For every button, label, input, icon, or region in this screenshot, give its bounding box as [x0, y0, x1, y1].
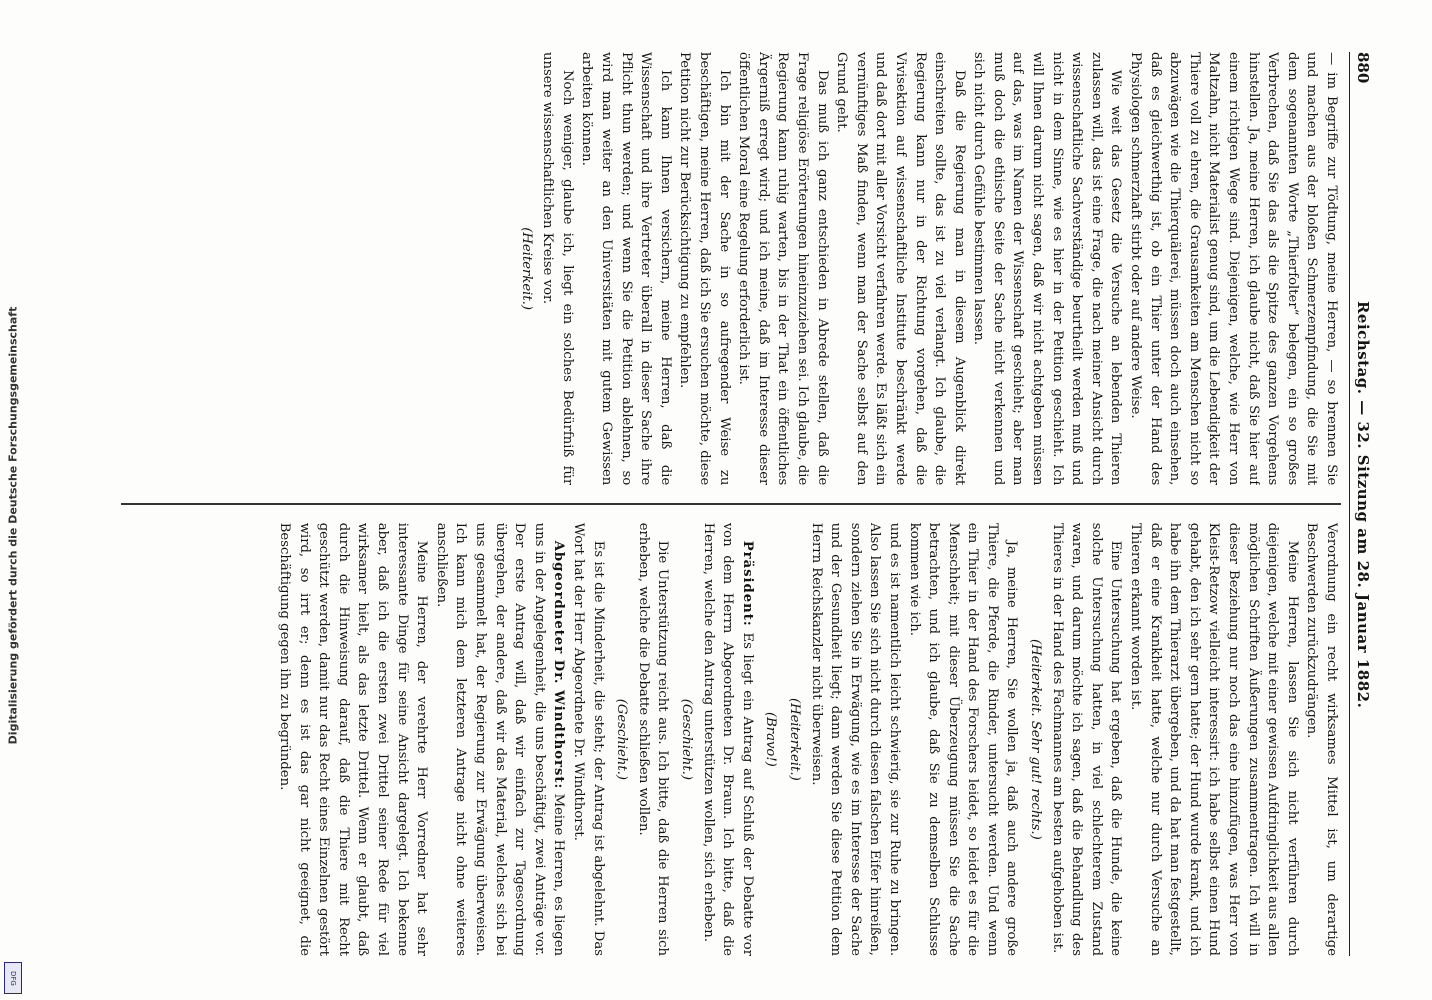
- credit-text: Digitalisierung gefördert durch die Deutsche Forschungsgemeinschaft: [6, 306, 20, 744]
- stage-remark: (Heiterkeit.): [518, 227, 534, 311]
- paragraph: Ja, meine Herren, Sie wollen ja, daß auch andere große Thiere, die Pferde, die Rinder, untersucht werden. Und wenn ein Thier in der Hand des Forschers leidet, so leidet es für die Menschheit; mit dieser Überzeugung müssen Sie die Sache betrachten, und ich glaube, daß Sie zu demselben Schlusse kommen wie ich.: [906, 522, 1020, 957]
- speaker-name: Präsident:: [739, 540, 755, 627]
- paragraph: Ich kann Ihnen versichern, meine Herren, daß die Wissenschaft und ihre Vertreter überall in dieser Sache ihre Pflicht thun werden; und wenn Sie die Petition ablehnen, so wird man weiter an den Universitäten mit gutem Gewissen arbeiten können.: [579, 52, 673, 486]
- speech-text: Meine Herren, es liegen uns in der Angelegenheit, die uns beschäftigt, zwei Anträge vor. Der erste Antrag will, daß wir einfach zur Tagesordnung übergehen, der andere, daß wir das Material, welches sich bei uns gesammelt hat, der Regierung zur Erwägung überweisen. Ich kann mich dem letzteren Antrage nicht ohne weiteres anschließen.: [433, 522, 567, 957]
- paragraph: Meine Herren, lassen Sie sich nicht verführen durch diejenigen, welche mit einer gewissen Aufdringlichkeit aus allen möglichen Schriften Äußerungen zusammentragen. Ich will in dieser Beziehung nur noch das eine hinzufügen, was Herr von Kleist-Retzow vielleicht interessirt: ich habe selbst einen Hund gehabt, den ich sehr gern hatte; der Hund wurde krank, und ich habe ihn dem Thierarzt übergeben, und da hat man festgestellt, daß er eine Krankheit hatte, welche nur durch Versuche an Thieren erkannt worden ist.: [1128, 522, 1300, 957]
- paragraph: — im Begriffe zur Tödtung, meine Herren, — so brennen Sie und machen aus der bloßen Schmerzempfindung, die Sie mit dem sogenannten Worte „Thierfolter“ belegen, ein so großes Verbrechen, daß Sie das als die Spitze des ganzen Vorgehens hinstellen. Ja, meine Herren, ich glaube nicht, daß Sie hier auf einem richtigen Wege sind. Diejenigen, welche, wie Herr von Maltzahn, nicht Materialist genug sind, um die Lebendigkeit der Thiere voll zu ehren, die Grausamkeiten am Menschen nicht so abzuwägen wie die Thierquälerei, müssen doch auch einsehen, daß es gleichwerthig ist, ob ein Thier unter der Hand des Physiologen schmerzhaft stirbt oder auf andere Weise.: [1128, 52, 1339, 486]
- stage-remark: (Geschieht.): [614, 698, 630, 780]
- left-column: [121, 52, 1341, 485]
- stage-remark: (Heiterkeit. Sehr gut! rechts.): [1028, 639, 1044, 840]
- paragraph: Daß die Regierung man in diesem Augenblick direkt einschreiten sollte, das ist zu viel verlangt. Ich glaube, die Regierung kann nur in der Richtung vorgehen, daß die Vivisektion auf wissenschaftliche Institute beschränkt werde und daß dort mit aller Vorsicht verfahren werde. Es läßt sich ein vernünftiges Maß finden, wenn man der Sache selbst auf den Grund geht.: [834, 52, 967, 486]
- paragraph: Eine Untersuchung hat ergeben, daß die Hunde, die keine solche Untersuchung hatten, in viel schlechterem Zustand waren, und darum möchte ich sagen, daß die Behandlung des Thieres in der Hand des Fachmannes am besten aufgehoben ist.: [1049, 522, 1124, 957]
- speech-text: Es liegt ein Antrag auf Schluß der Debatte vor von dem Herrn Abgeordneten Dr. Braun. Ich bitte, daß die Herren, welche den Antrag unterstützen wollen, sich erheben.: [700, 522, 755, 957]
- paragraph: Wie weit das Gesetz die Versuche an lebenden Thieren zulassen will, das ist eine Frage, die nach meiner Ansicht durch wissenschaftliche Sachverständige beurtheilt werden muß und nicht in dem Sinne, wie es hier in der Petition geschieht. Ich will Ihnen darum nicht sagen, daß wir nicht achtgeben müssen auf das, was im Namen der Wissenschaft geschieht; aber man muß doch die ethische Seite der Sache nicht verkennen und sich nicht durch Gefühle bestimmen lassen.: [971, 52, 1124, 486]
- paragraph: Ich bin mit der Sache in so aufregender Weise zu beschäftigen, meine Herren, daß ich Sie ersuchen möchte, diese Petition nicht zur Berücksichtigung zu empfehlen.: [677, 52, 732, 486]
- text-columns: [121, 52, 1341, 956]
- paragraph: Es ist die Minderheit, die steht; der Antrag ist abgelehnt. Das Wort hat der Herr Abgeordnete Dr. Windthorst.: [571, 522, 606, 957]
- page-number: 880: [1354, 52, 1372, 84]
- speaker-name: Abgeordneter Dr. Windthorst:: [551, 540, 567, 790]
- paragraph: Verordnung ein recht wirksames Mittel ist, um derartige Beschwerden zurückzudrängen.: [1304, 522, 1339, 957]
- column-divider: [121, 503, 1341, 504]
- page-title: Reichstag. — 32. Sitzung am 28. Januar 1882.: [1354, 300, 1372, 709]
- digitization-credit: [2, 60, 24, 990]
- stage-remark: (Bravo!): [763, 711, 779, 767]
- stage-remark: (Heiterkeit.): [786, 697, 802, 781]
- dfg-logo-icon: DFG: [4, 962, 22, 994]
- paragraph: Das muß ich ganz entschieden in Abrede stellen, daß die Frage religiöse Erörterungen hineinzuziehen sei. Ich glaube, die Regierung kann ruhig warten, bis in der That ein öffentliches Ärgerniß erregt wird; und ich meine, daß im Interesse dieser öffentlichen Moral eine Regelung erforderlich ist.: [736, 52, 830, 486]
- page-header: [1349, 52, 1372, 956]
- right-column: [121, 523, 1341, 956]
- speaker-paragraph: [698, 523, 757, 956]
- paragraph: Meine Herren, der verehrte Herr Vorredner hat sehr interessante Dinge für seine Ansicht dargelegt. Ich bekenne aber, daß ich die ersten zwei Drittel seiner Rede für viel wirksamer hielt, als das letzte Drittel. Wenn er glaubt, daß durch die Hinweisung darauf, daß die Thiere mit Recht geschützt werden, damit nur das Recht eines Einzelnen gestört wird, so irrt er; denn es ist das gar nicht geeignet, die Beschäftigung gegen ihn zu begründen.: [277, 522, 430, 957]
- stage-remark: (Geschieht.): [679, 698, 694, 780]
- paragraph: und es ist namentlich leicht schwierig, sie zur Ruhe zu bringen. Also lassen Sie sich nicht durch diesen falschen Eifer hinreißen, sondern ziehen Sie in Erwägung, wie es im Interesse der Sache und der Gesundheit liegt; dann werden Sie diese Petition dem Herrn Reichskanzler nicht überweisen.: [808, 522, 902, 957]
- speaker-paragraph: [431, 523, 568, 956]
- paragraph: Die Unterstützung reicht aus. Ich bitte, daß die Herren sich erheben, welche die Debatte schließen wollen.: [635, 522, 671, 957]
- paragraph: Noch weniger, glaube ich, liegt ein solches Bedürfniß für unsere wissenschaftlichen Kreise vor.: [540, 52, 575, 486]
